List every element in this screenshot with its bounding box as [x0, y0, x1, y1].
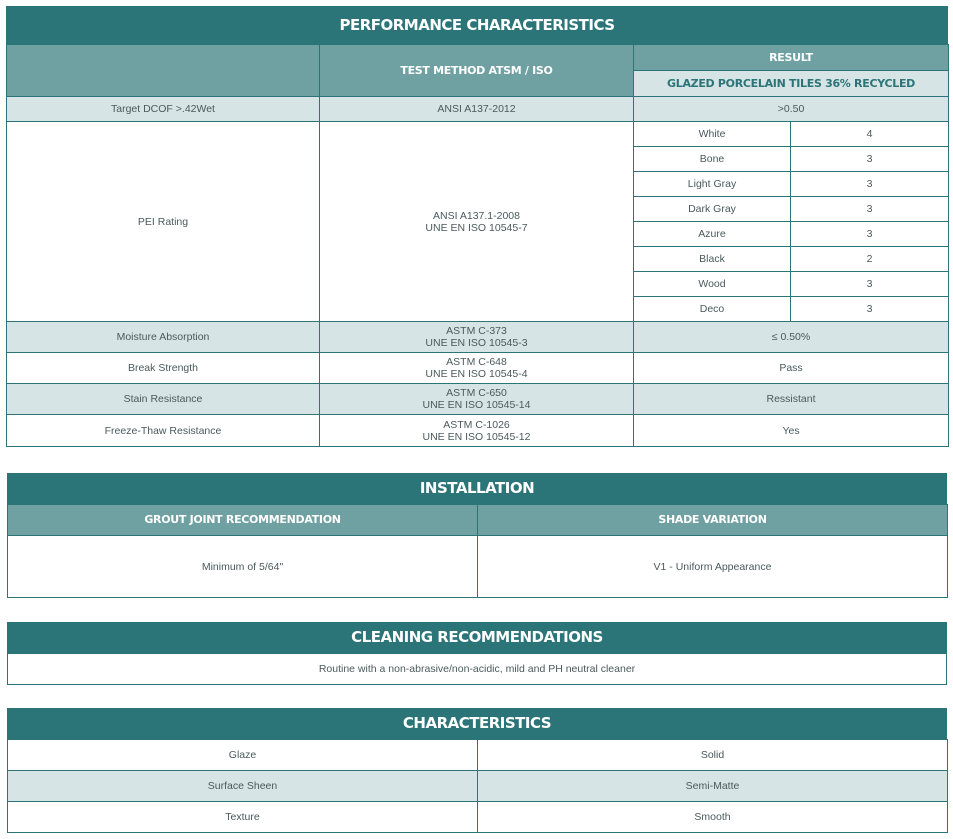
dcof-method: ANSI A137-2012	[320, 97, 634, 122]
characteristics-row	[8, 771, 948, 802]
pei-method	[320, 122, 634, 322]
performance-table	[6, 44, 949, 447]
installation-title: INSTALLATION	[7, 473, 947, 504]
stain-method-line-1: ASTM C-650	[446, 387, 507, 399]
freeze-method-line-1: ASTM C-1026	[443, 418, 510, 431]
row-dcof	[7, 97, 949, 122]
installation-section	[7, 473, 947, 598]
cleaning-text: Routine with a non-abrasive/non-acidic, mild and PH neutral cleaner	[8, 654, 947, 685]
characteristics-table	[7, 739, 948, 833]
header-result-sub: GLAZED PORCELAIN TILES 36% RECYCLED	[634, 71, 949, 97]
cleaning-title: CLEANING RECOMMENDATIONS	[7, 622, 947, 653]
cleaning-section	[7, 622, 947, 685]
performance-title: PERFORMANCE CHARACTERISTICS	[6, 6, 948, 44]
freeze-result: Yes	[634, 415, 949, 447]
row-moisture	[7, 322, 949, 353]
installation-grout-value: Minimum of 5/64"	[8, 536, 478, 598]
break-result: Pass	[634, 353, 949, 384]
break-method	[320, 353, 634, 384]
moisture-method	[320, 322, 634, 353]
moisture-method-line-1: ASTM C-373	[446, 325, 507, 337]
stain-method-line-2: UNE EN ISO 10545-14	[422, 399, 531, 411]
break-method-line-1: ASTM C-648	[446, 356, 507, 368]
pei-color-value: 4	[791, 122, 949, 147]
pei-color-name: Black	[634, 247, 791, 272]
pei-color-name: Light Gray	[634, 172, 791, 197]
stain-result: Ressistant	[634, 384, 949, 415]
characteristics-row	[8, 740, 948, 771]
pei-color-name: White	[634, 122, 791, 147]
characteristics-row	[8, 802, 948, 833]
dcof-result: >0.50	[634, 97, 949, 122]
characteristics-value: Semi-Matte	[478, 771, 948, 802]
freeze-label: Freeze-Thaw Resistance	[7, 415, 320, 447]
row-pei	[7, 122, 949, 147]
pei-color-value: 3	[791, 222, 949, 247]
cleaning-table	[7, 653, 947, 685]
dcof-label: Target DCOF >.42Wet	[7, 97, 320, 122]
header-blank	[7, 45, 320, 97]
moisture-result: ≤ 0.50%	[634, 322, 949, 353]
freeze-method	[320, 415, 634, 447]
header-test-method: TEST METHOD ATSM / ISO	[320, 45, 634, 97]
header-result: RESULT	[634, 45, 949, 71]
performance-section	[6, 6, 948, 447]
row-stain	[7, 384, 949, 415]
pei-color-name: Dark Gray	[634, 197, 791, 222]
characteristics-value: Smooth	[478, 802, 948, 833]
moisture-label: Moisture Absorption	[7, 322, 320, 353]
pei-color-value: 3	[791, 197, 949, 222]
characteristics-section	[7, 708, 947, 833]
installation-shade-header: SHADE VARIATION	[478, 505, 948, 536]
moisture-method-line-2: UNE EN ISO 10545-3	[425, 337, 528, 349]
characteristics-label: Texture	[8, 802, 478, 833]
pei-color-value: 3	[791, 297, 949, 322]
installation-grout-header: GROUT JOINT RECOMMENDATION	[8, 505, 478, 536]
row-break	[7, 353, 949, 384]
pei-color-name: Deco	[634, 297, 791, 322]
break-label: Break Strength	[7, 353, 320, 384]
installation-shade-value: V1 - Uniform Appearance	[478, 536, 948, 598]
pei-color-name: Wood	[634, 272, 791, 297]
pei-color-value: 3	[791, 147, 949, 172]
installation-table	[7, 504, 948, 598]
stain-label: Stain Resistance	[7, 384, 320, 415]
break-method-line-2: UNE EN ISO 10545-4	[425, 368, 528, 380]
pei-method-line-1: ANSI A137.1-2008	[433, 209, 520, 222]
row-freeze	[7, 415, 949, 447]
stain-method	[320, 384, 634, 415]
pei-color-name: Azure	[634, 222, 791, 247]
pei-label: PEI Rating	[7, 122, 320, 322]
freeze-method-line-2: UNE EN ISO 10545-12	[422, 430, 531, 443]
pei-color-value: 3	[791, 172, 949, 197]
characteristics-label: Glaze	[8, 740, 478, 771]
pei-color-name: Bone	[634, 147, 791, 172]
characteristics-label: Surface Sheen	[8, 771, 478, 802]
pei-method-line-2: UNE EN ISO 10545-7	[425, 221, 528, 234]
pei-color-value: 2	[791, 247, 949, 272]
characteristics-value: Solid	[478, 740, 948, 771]
characteristics-title: CHARACTERISTICS	[7, 708, 947, 739]
pei-color-value: 3	[791, 272, 949, 297]
